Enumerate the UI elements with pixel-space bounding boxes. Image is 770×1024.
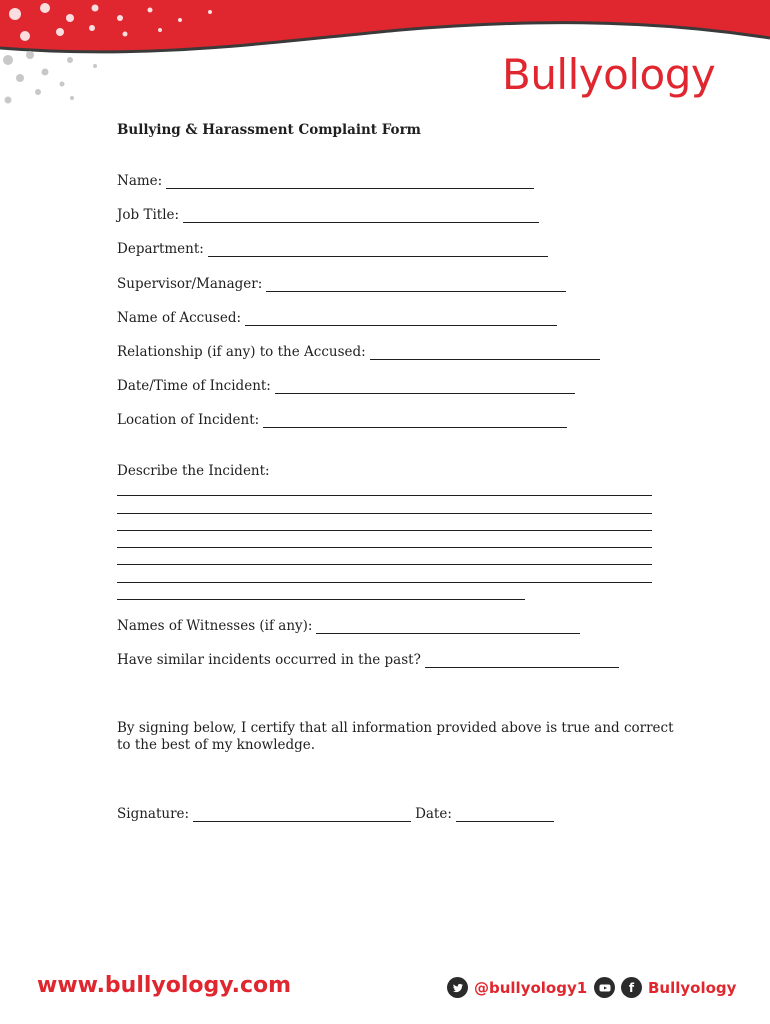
facebook-icon: f bbox=[621, 977, 642, 998]
twitter-icon bbox=[447, 977, 468, 998]
accused-field[interactable] bbox=[117, 310, 557, 326]
facebook-name: Bullyology bbox=[648, 978, 737, 997]
supervisor-field[interactable] bbox=[117, 276, 566, 292]
describe-line[interactable] bbox=[117, 513, 652, 514]
relationship-label: Relationship (if any) to the Accused: bbox=[117, 344, 366, 360]
describe-line[interactable] bbox=[117, 599, 525, 600]
witnesses-label: Names of Witnesses (if any): bbox=[117, 618, 313, 634]
describe-line[interactable] bbox=[117, 564, 652, 565]
past-incidents-label: Have similar incidents occurred in the past? bbox=[117, 652, 421, 668]
past-incidents-field[interactable] bbox=[117, 652, 619, 668]
relationship-field[interactable] bbox=[117, 344, 600, 360]
describe-label: Describe the Incident: bbox=[117, 463, 270, 479]
signature-label: Signature: bbox=[117, 806, 190, 822]
describe-line[interactable] bbox=[117, 530, 652, 531]
job-title-input-line[interactable] bbox=[183, 208, 539, 223]
accused-label: Name of Accused: bbox=[117, 310, 242, 326]
form-title: Bullying & Harassment Complaint Form bbox=[117, 122, 421, 138]
supervisor-label: Supervisor/Manager: bbox=[117, 276, 263, 292]
facebook-link[interactable] bbox=[594, 977, 736, 998]
job-title-field[interactable] bbox=[117, 207, 539, 223]
department-input-line[interactable] bbox=[208, 242, 548, 257]
witnesses-field[interactable] bbox=[117, 618, 580, 634]
name-input-line[interactable] bbox=[166, 174, 534, 189]
date-label: Date: bbox=[415, 806, 452, 822]
location-field[interactable] bbox=[117, 412, 567, 428]
department-field[interactable] bbox=[117, 241, 548, 257]
describe-line[interactable] bbox=[117, 495, 652, 496]
relationship-input-line[interactable] bbox=[370, 345, 600, 360]
signature-row[interactable] bbox=[117, 806, 554, 822]
twitter-handle: @bullyology1 bbox=[474, 978, 588, 997]
datetime-label: Date/Time of Incident: bbox=[117, 378, 271, 394]
location-input-line[interactable] bbox=[263, 413, 567, 428]
bullyology-logo: Bullyology bbox=[502, 50, 716, 99]
supervisor-input-line[interactable] bbox=[266, 277, 566, 292]
name-field[interactable] bbox=[117, 173, 534, 189]
date-input-line[interactable] bbox=[456, 807, 554, 822]
signature-input-line[interactable] bbox=[193, 807, 411, 822]
accused-input-line[interactable] bbox=[245, 311, 557, 326]
datetime-input-line[interactable] bbox=[275, 379, 575, 394]
name-label: Name: bbox=[117, 173, 163, 189]
department-label: Department: bbox=[117, 241, 204, 257]
describe-line[interactable] bbox=[117, 582, 652, 583]
past-incidents-input-line[interactable] bbox=[425, 653, 619, 668]
certification-text: By signing below, I certify that all information provided above is true and correct to the best of my knowledge. bbox=[117, 720, 674, 753]
website-link[interactable]: www.bullyology.com bbox=[37, 973, 292, 998]
twitter-link[interactable] bbox=[447, 977, 587, 998]
datetime-field[interactable] bbox=[117, 378, 575, 394]
describe-line[interactable] bbox=[117, 547, 652, 548]
youtube-icon[interactable] bbox=[594, 977, 615, 998]
job-title-label: Job Title: bbox=[117, 207, 180, 223]
witnesses-input-line[interactable] bbox=[316, 619, 580, 634]
location-label: Location of Incident: bbox=[117, 412, 260, 428]
